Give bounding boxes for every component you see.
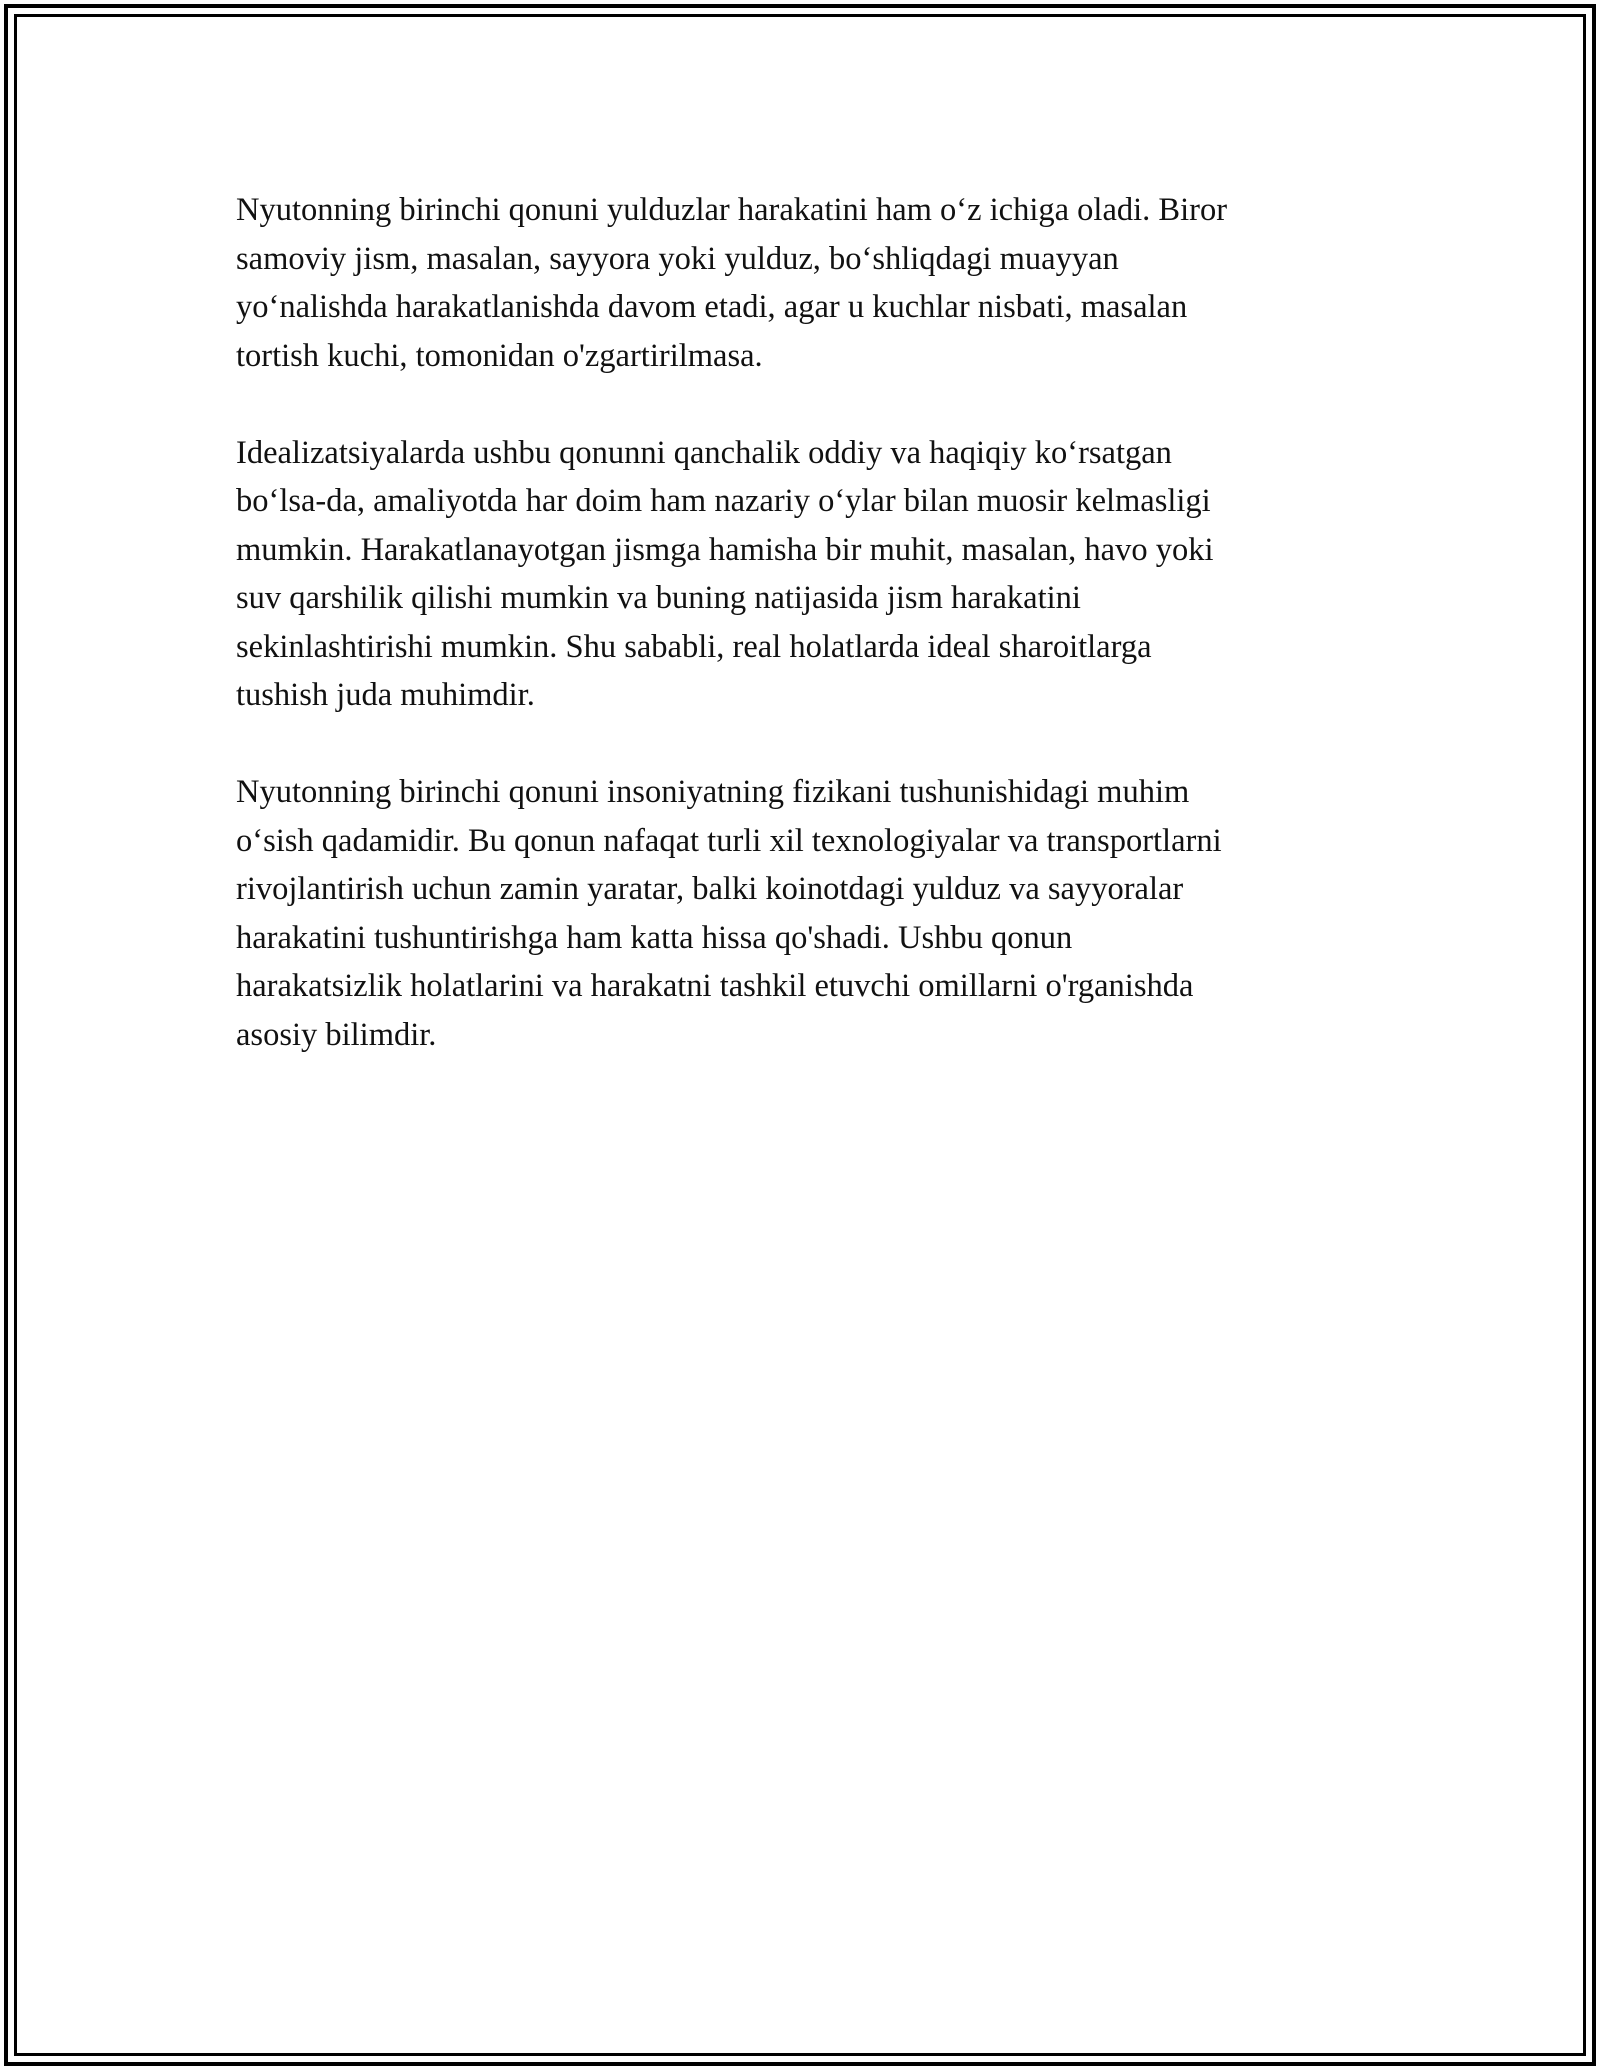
paragraph-2: Idealizatsiyalarda ushbu qonunni qanchalik oddiy va haqiqiy ko‘rsatgan bo‘lsa-da, amaliyotda har doim ham nazariy o‘ylar bilan muosir kelmasligi mumkin. Harakatlanayotgan jismga hamisha bir muhit, masalan, havo yoki suv qarshilik qilishi mumkin va buning natijasida jism harakatini sekinlashtirishi mumkin. Shu sababli, real holatlarda ideal sharoitlarga tushish juda muhimdir. [236, 434, 1214, 713]
paragraph-1: Nyutonning birinchi qonuni yulduzlar harakatini ham o‘z ichiga oladi. Biror samoviy jism, masalan, sayyora yoki yulduz, bo‘shliqdagi muayyan yo‘nalishda harakatlanishda davom etadi, agar u kuchlar nisbati, masalan tortish kuchi, tomonidan o'zgartirilmasa. [236, 192, 1228, 374]
paragraph-3: Nyutonning birinchi qonuni insoniyatning fizikani tushunishidagi muhim o‘sish qadamidir. Bu qonun nafaqat turli xil texnologiyalar va transportlarni rivojlantirish uchun zamin yaratar, balki koinotdagi yulduz va sayyoralar harakatini tushuntirishga ham katta hissa qo'shadi. Ushbu qonun harakatsizlik holatlarini va harakatni tashkil etuvchi omillarni o'rganishda asosiy bilimdir. [236, 774, 1222, 1053]
document-body [236, 186, 1364, 1108]
